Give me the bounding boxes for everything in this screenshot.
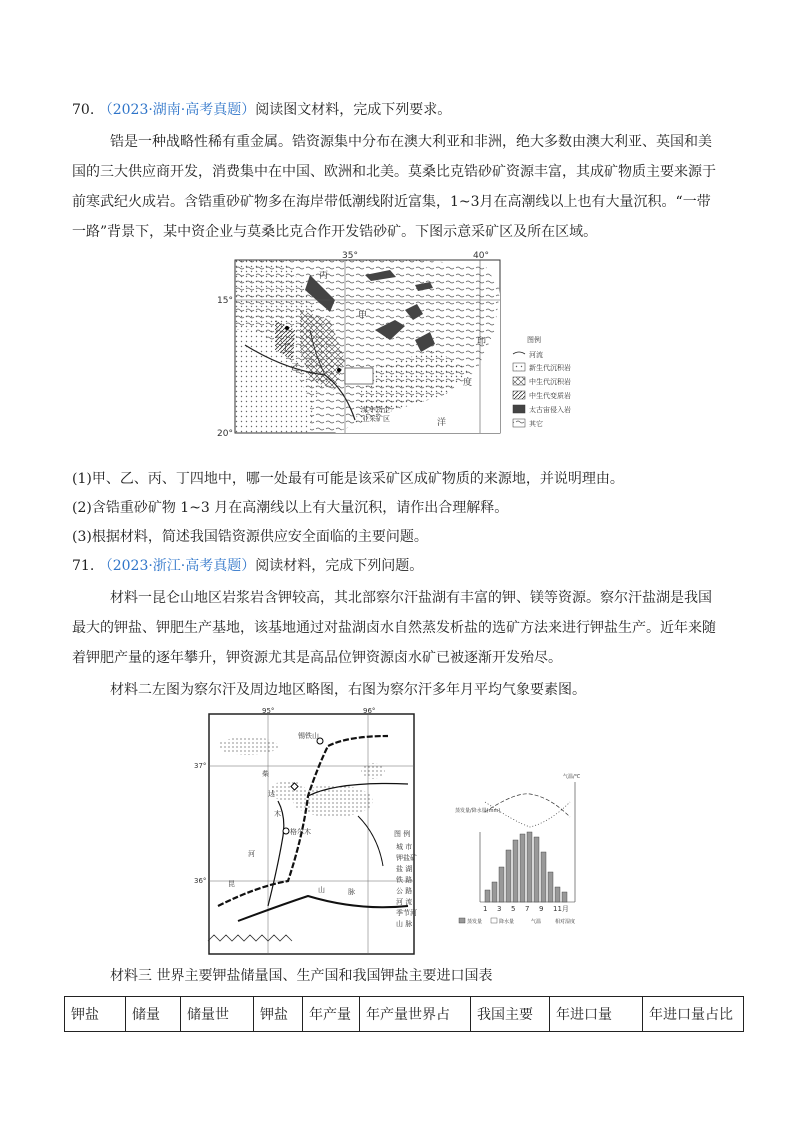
q71-material1-line3: 着钾肥产量的逐年攀升，钾资源尤其是高品位钾资源卤水矿已被逐渐开发殆尽。 [72, 650, 562, 666]
map2-label-chai: 柴 [262, 770, 269, 778]
q70-question-1: (1)甲、乙、丙、丁四地中，哪一处最有可能是该采矿区成矿物质的来源地，并说明理由。 [72, 471, 624, 487]
climate-legend-humidity: 相对湿度 [555, 919, 576, 925]
q71-material1-line1: 材料一昆仑山地区岩浆岩含钾较高，其北部察尔汗盐湖有丰富的钾、镁等资源。察尔汗盐湖是我国 [110, 590, 712, 606]
place-yi: 乙 [291, 363, 301, 373]
place-yang: 洋 [437, 418, 447, 428]
q70-question-3: (3)根据材料，简述我国锆资源供应安全面临的主要问题。 [72, 529, 428, 545]
mine-label-2: 业采矿区 [362, 415, 390, 423]
lon-96-label: 96° [363, 707, 376, 715]
table-header-cell: 钾盐 [65, 997, 126, 1032]
table-header-cell: 年进口量 [550, 997, 643, 1032]
table-header-cell: 钾盐 [254, 997, 303, 1032]
table-header-row [65, 997, 744, 1032]
place-yin: 印 [477, 337, 487, 347]
month-1: 1 [483, 905, 488, 913]
legend-other: 其它 [529, 420, 543, 428]
month-11: 11月 [553, 905, 569, 913]
climate-chart [455, 772, 605, 927]
potash-table [64, 996, 744, 1032]
table-header-cell: 年产量世界占 [360, 997, 471, 1032]
legend-cenozoic: 新生代沉积岩 [529, 364, 571, 372]
city-xitieshan: 锡铁山 [298, 732, 319, 740]
q70-source: （2023·湖南·高考真题） [98, 102, 256, 118]
month-7: 7 [525, 905, 530, 913]
table-header-cell: 我国主要 [471, 997, 550, 1032]
lat-37-label: 37° [194, 762, 207, 770]
q70-para-1: 锆是一种战略性稀有重金属。锆资源集中分布在澳大利亚和非洲，绝大多数由澳大利亚、英国和美 [110, 134, 712, 150]
legend-archean: 太古宙侵入岩 [529, 406, 571, 414]
table-header-cell: 年产量 [303, 997, 360, 1032]
q70-question-2: (2)含锆重砂矿物 1~3 月在高潮线以上有大量沉积，请作出合理解释。 [72, 500, 509, 516]
map2-legend-saltlake: 盐 湖 [396, 865, 413, 873]
climate-legend-evap: 蒸发量 [467, 919, 483, 925]
climate-y-left-title: 蒸发量/降水量(mm) [455, 808, 501, 814]
q71-header [72, 556, 423, 576]
map2-legend-mountain: 山 脉 [396, 920, 413, 928]
place-bing: 丙 [319, 271, 329, 281]
legend-mesozoic-meta: 中生代变质岩 [529, 392, 571, 400]
q71-material3: 材料三 世界主要钾盐储量国、生产国和我国钾盐主要进口国表 [110, 968, 493, 984]
climate-legend-precip: 降水量 [499, 919, 515, 925]
month-5: 5 [511, 905, 516, 913]
legend-title: 图例 [527, 336, 541, 344]
q70-header [72, 100, 451, 120]
q70-para-4: 一路”背景下，某中资企业与莫桑比克合作开发锆砂矿。下图示意采矿区及所在区域。 [72, 224, 598, 240]
map2-label-kun: 昆 [228, 880, 235, 888]
climate-y-right-title: 气温/℃ [563, 774, 581, 780]
map2-legend-road: 公 路 [396, 887, 413, 895]
table-header-cell: 储量 [126, 997, 181, 1032]
q71-material2: 材料二左图为察尔汗及周边地区略图，右图为察尔汗多年月平均气象要素图。 [110, 682, 586, 698]
lon-40-label: 40° [473, 251, 489, 261]
place-ding: 丁 [281, 343, 291, 353]
lat-20-label: 20° [217, 429, 233, 439]
legend-mesozoic-sed: 中生代沉积岩 [529, 378, 571, 386]
map2-legend-seasonal: 季节河 [396, 909, 417, 917]
lon-35-label: 35° [342, 251, 358, 261]
city-golmud: 格尔木 [290, 828, 311, 836]
map2-legend-potash: 钾盐矿 [396, 854, 417, 862]
map2-legend-city: 城 市 [396, 843, 413, 851]
q70-para-2: 国的三大供应商开发，消费集中在中国、欧洲和北美。莫桑比克锆砂矿资源丰富，其成矿物质主要来源于 [72, 164, 716, 180]
map2-label-mai: 脉 [348, 888, 355, 896]
climate-legend-temp: 气温 [531, 919, 542, 925]
q71-instruction: 阅读材料，完成下列问题。 [255, 558, 424, 574]
map2-legend-river: 河 流 [396, 898, 413, 906]
qarhan-map [194, 706, 417, 958]
map2-legend-railway: 铁 路 [396, 876, 413, 884]
q70-number: 70. [72, 102, 95, 118]
map2-label-shan: 山 [318, 886, 325, 894]
q71-number: 71. [72, 558, 95, 574]
q71-material1-line2: 最大的钾盐、钾肥生产基地，该基地通过对盐湖卤水自然蒸发析盐的选矿方法来进行钾盐生产。近年来随 [72, 620, 716, 636]
map2-legend-title: 图 例 [394, 830, 411, 838]
lat-15-label: 15° [217, 296, 233, 306]
table-header-cell: 年进口量占比 [643, 997, 744, 1032]
map2-label-he: 河 [248, 850, 255, 858]
month-9: 9 [539, 905, 544, 913]
mozambique-map [215, 250, 595, 445]
q70-instruction: 阅读图文材料，完成下列要求。 [255, 102, 452, 118]
table-header-cell: 储量世 [181, 997, 254, 1032]
mine-label-1: 某中资企 [362, 406, 390, 414]
month-3: 3 [497, 905, 502, 913]
place-jia: 甲 [358, 311, 368, 321]
lon-95-label: 95° [262, 707, 275, 715]
place-du: 度 [463, 378, 473, 388]
q70-para-3: 前寒武纪火成岩。含锆重砂矿物多在海岸带低潮线附近富集，1~3月在高潮线以上也有大量沉积。“一带 [72, 194, 711, 210]
q71-source: （2023·浙江·高考真题） [98, 558, 256, 574]
lat-36-label: 36° [194, 877, 207, 885]
legend-river: 河流 [529, 351, 543, 359]
map2-label-mu: 木 [274, 810, 281, 818]
map2-label-da: 达 [268, 790, 275, 798]
